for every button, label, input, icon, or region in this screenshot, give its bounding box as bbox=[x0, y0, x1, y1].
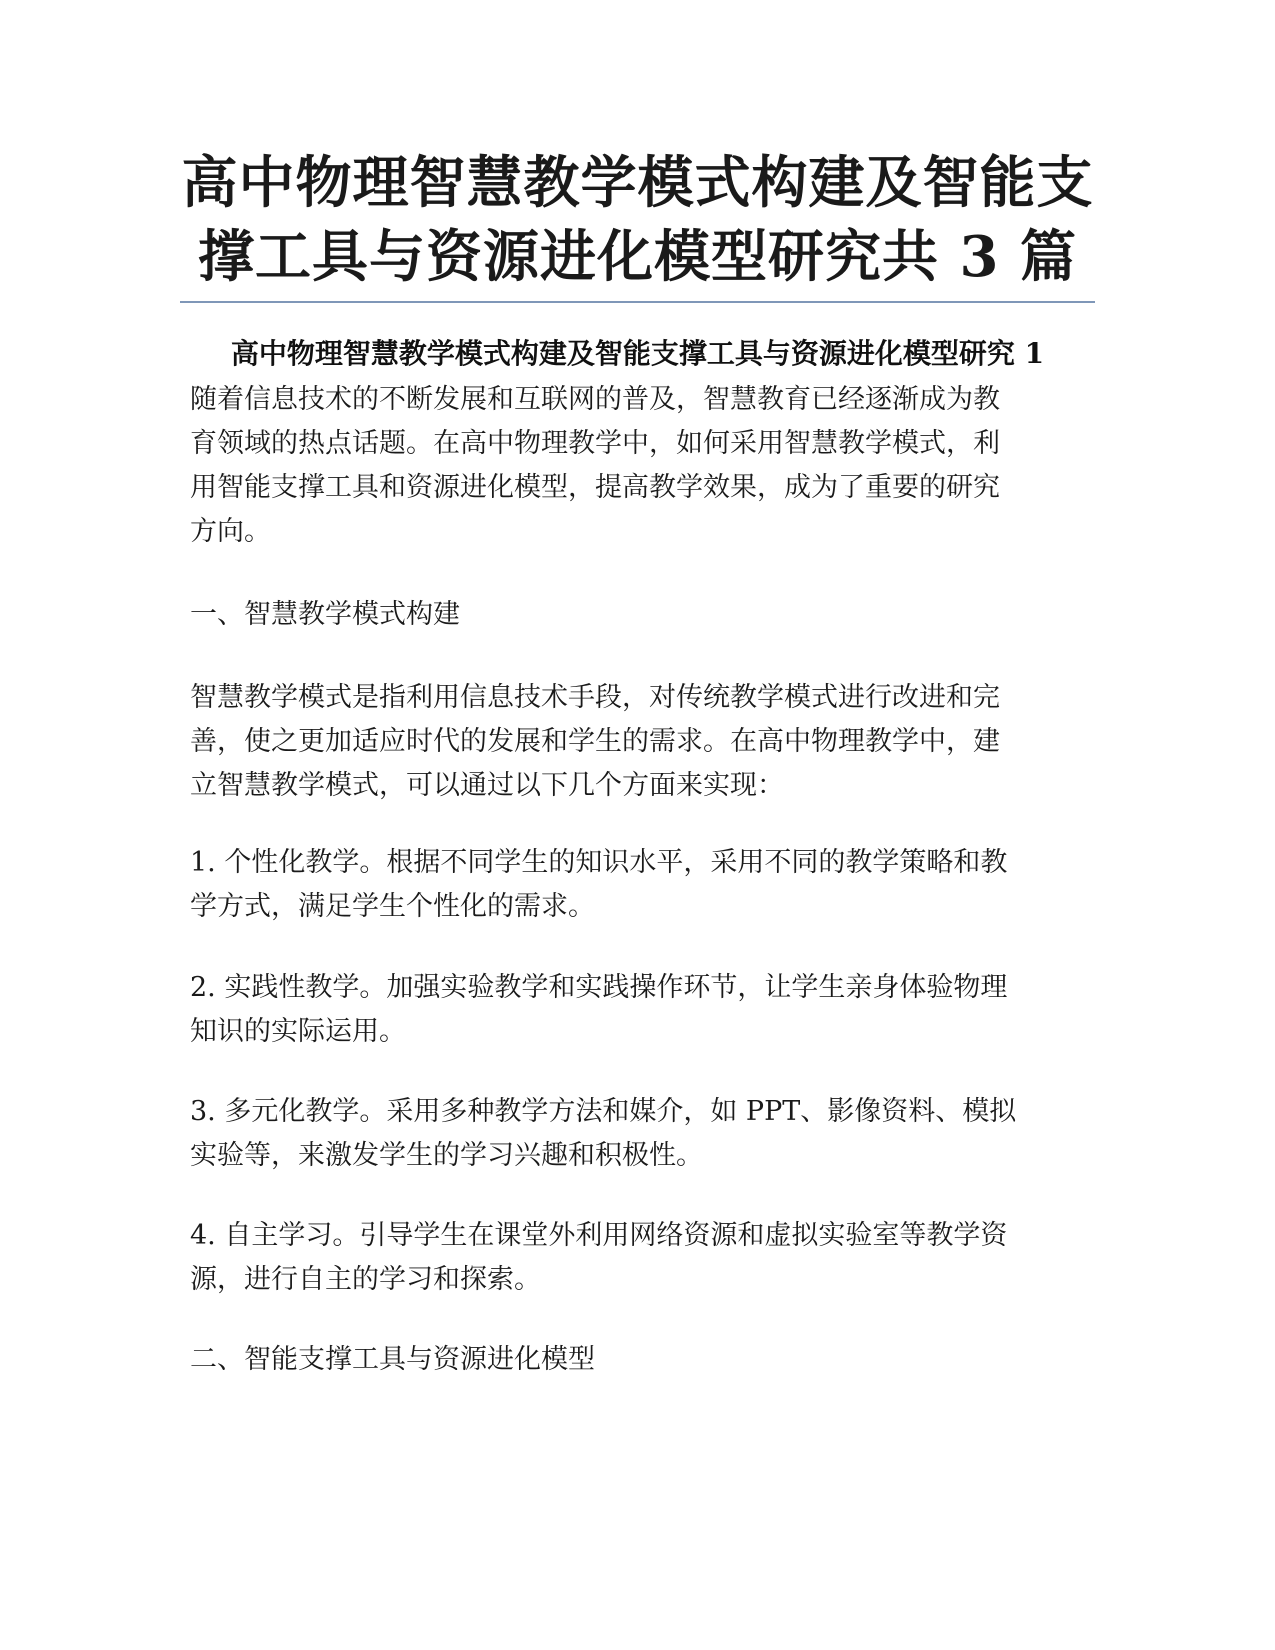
text-line: 随着信息技术的不断发展和互联网的普及，智慧教育已经逐渐成为教 bbox=[190, 384, 1000, 415]
list-item-3 bbox=[190, 1090, 1105, 1178]
text-line: 4. 自主学习。引导学生在课堂外利用网络资源和虚拟实验室等教学资 bbox=[190, 1220, 1008, 1251]
text-line: 源，进行自主的学习和探索。 bbox=[190, 1264, 541, 1295]
list-item-2 bbox=[190, 966, 1105, 1054]
text-line: 善，使之更加适应时代的发展和学生的需求。在高中物理教学中，建 bbox=[190, 726, 1000, 757]
text-line: 2. 实践性教学。加强实验教学和实践操作环节，让学生亲身体验物理 bbox=[190, 972, 1008, 1003]
intro-paragraph bbox=[190, 378, 1105, 554]
text-line: 知识的实际运用。 bbox=[190, 1016, 406, 1047]
document-title-line-2: 撑工具与资源进化模型研究共 3 篇 bbox=[198, 224, 1077, 290]
text-line: 方向。 bbox=[190, 516, 271, 547]
text-line: 用智能支撑工具和资源进化模型，提高教学效果，成为了重要的研究 bbox=[190, 472, 1000, 503]
text-line: 育领域的热点话题。在高中物理教学中，如何采用智慧教学模式，利 bbox=[190, 428, 1000, 459]
section-1-heading bbox=[190, 593, 1105, 637]
text-line: 学方式，满足学生个性化的需求。 bbox=[190, 891, 595, 922]
text-line: 智慧教学模式是指利用信息技术手段，对传统教学模式进行改进和完 bbox=[190, 682, 1000, 713]
text-line: 3. 多元化教学。采用多种教学方法和媒介，如 PPT、影像资料、模拟 bbox=[190, 1096, 1017, 1127]
list-item-1 bbox=[190, 841, 1105, 929]
text-line: 1. 个性化教学。根据不同学生的知识水平，采用不同的教学策略和教 bbox=[190, 847, 1008, 878]
heading-text: 一、智慧教学模式构建 bbox=[190, 599, 460, 630]
heading-text: 二、智能支撑工具与资源进化模型 bbox=[190, 1344, 595, 1375]
text-line: 立智慧教学模式，可以通过以下几个方面来实现： bbox=[190, 770, 784, 801]
text-line: 实验等，来激发学生的学习兴趣和积极性。 bbox=[190, 1140, 703, 1171]
title-divider bbox=[180, 301, 1095, 303]
list-item-4 bbox=[190, 1214, 1105, 1302]
article-subtitle: 高中物理智慧教学模式构建及智能支撑工具与资源进化模型研究 1 bbox=[230, 337, 1045, 370]
document-title-line-1: 高中物理智慧教学模式构建及智能支 bbox=[181, 150, 1094, 216]
section-1-paragraph bbox=[190, 676, 1105, 808]
section-2-heading bbox=[190, 1338, 1105, 1382]
